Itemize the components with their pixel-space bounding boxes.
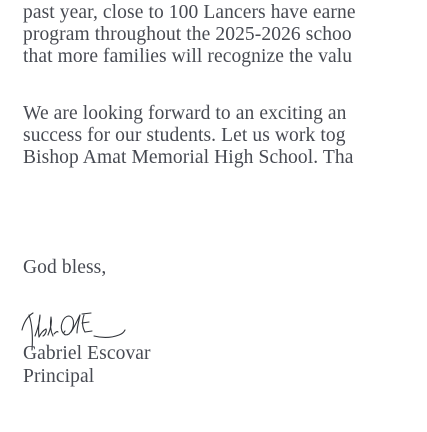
body-line: Bishop Amat Memorial High School. Tha (23, 147, 354, 168)
body-line: success for our students. Let us work tog (23, 125, 346, 146)
body-line: We are looking forward to an exciting an (23, 103, 347, 124)
body-line: that more families will recognize the valu (23, 46, 353, 67)
signatory-title: Principal (23, 366, 95, 387)
body-line: program throughout the 2025-2026 schoo (23, 24, 352, 45)
complimentary-close: God bless, (23, 257, 107, 278)
body-line: past year, close to 100 Lancers have earne (23, 2, 356, 23)
signatory-name: Gabriel Escovar (23, 343, 151, 364)
